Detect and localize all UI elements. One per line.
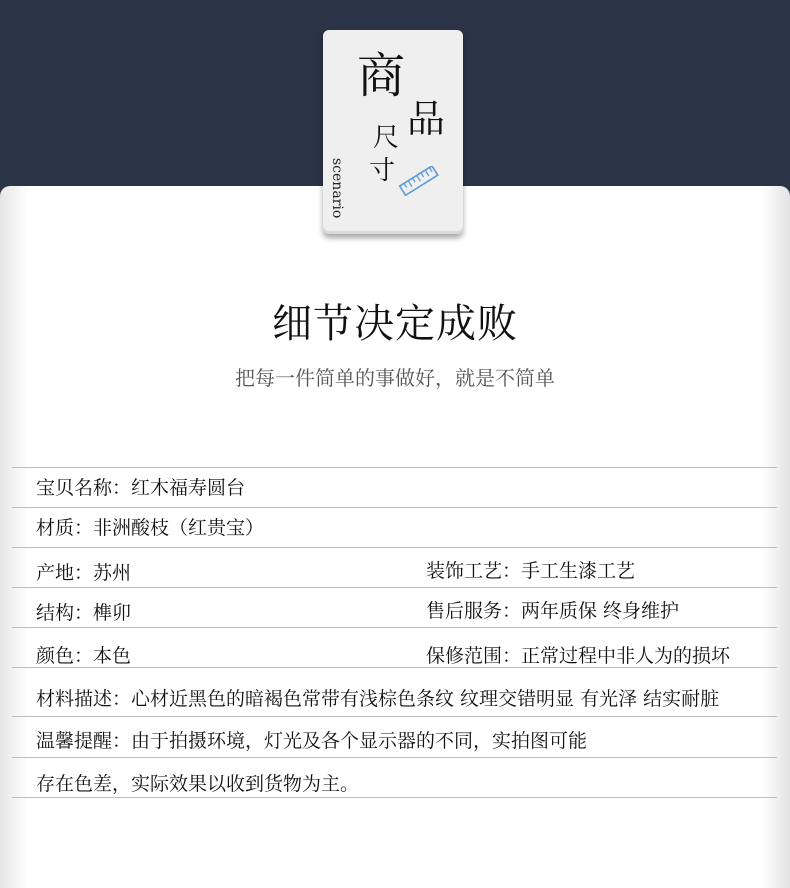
divider <box>12 587 777 588</box>
subline: 把每一件简单的事做好，就是不简单 <box>235 366 555 390</box>
spec-aftersale: 售后服务：两年质保 终身维护 <box>426 600 680 622</box>
badge-char-4: 寸 <box>369 156 396 186</box>
divider <box>12 507 777 508</box>
divider <box>12 547 777 548</box>
spec-craft: 装饰工艺：手工生漆工艺 <box>426 560 636 582</box>
product-size-badge <box>323 30 463 234</box>
divider <box>12 757 777 758</box>
notice-line-1: 温馨提醒：由于拍摄环境，灯光及各个显示器的不同，实拍图可能 <box>36 730 588 752</box>
notice-line-2: 存在色差，实际效果以收到货物为主。 <box>36 773 360 795</box>
ruler-icon <box>397 166 441 196</box>
spec-product-name: 宝贝名称：红木福寿圆台 <box>36 477 246 499</box>
badge-char-3: 尺 <box>373 123 400 153</box>
divider <box>12 627 777 628</box>
spec-color: 颜色：本色 <box>36 645 132 667</box>
divider <box>12 716 777 717</box>
spec-structure: 结构：榫卯 <box>36 602 132 624</box>
badge-char-2: 品 <box>407 97 446 141</box>
divider <box>12 467 777 468</box>
spec-description: 材料描述：心材近黑色的暗褐色常带有浅棕色条纹 纹理交错明显 有光泽 结实耐脏 <box>36 688 720 710</box>
badge-char-1: 商 <box>357 48 406 104</box>
spec-warranty: 保修范围：正常过程中非人为的损坏 <box>426 645 731 667</box>
divider <box>12 797 777 798</box>
spec-material: 材质：非洲酸枝（红贵宝） <box>36 517 265 539</box>
spec-origin: 产地：苏州 <box>36 562 132 584</box>
headline: 细节决定成败 <box>272 301 518 347</box>
badge-scenario-text: scenario <box>329 158 345 219</box>
